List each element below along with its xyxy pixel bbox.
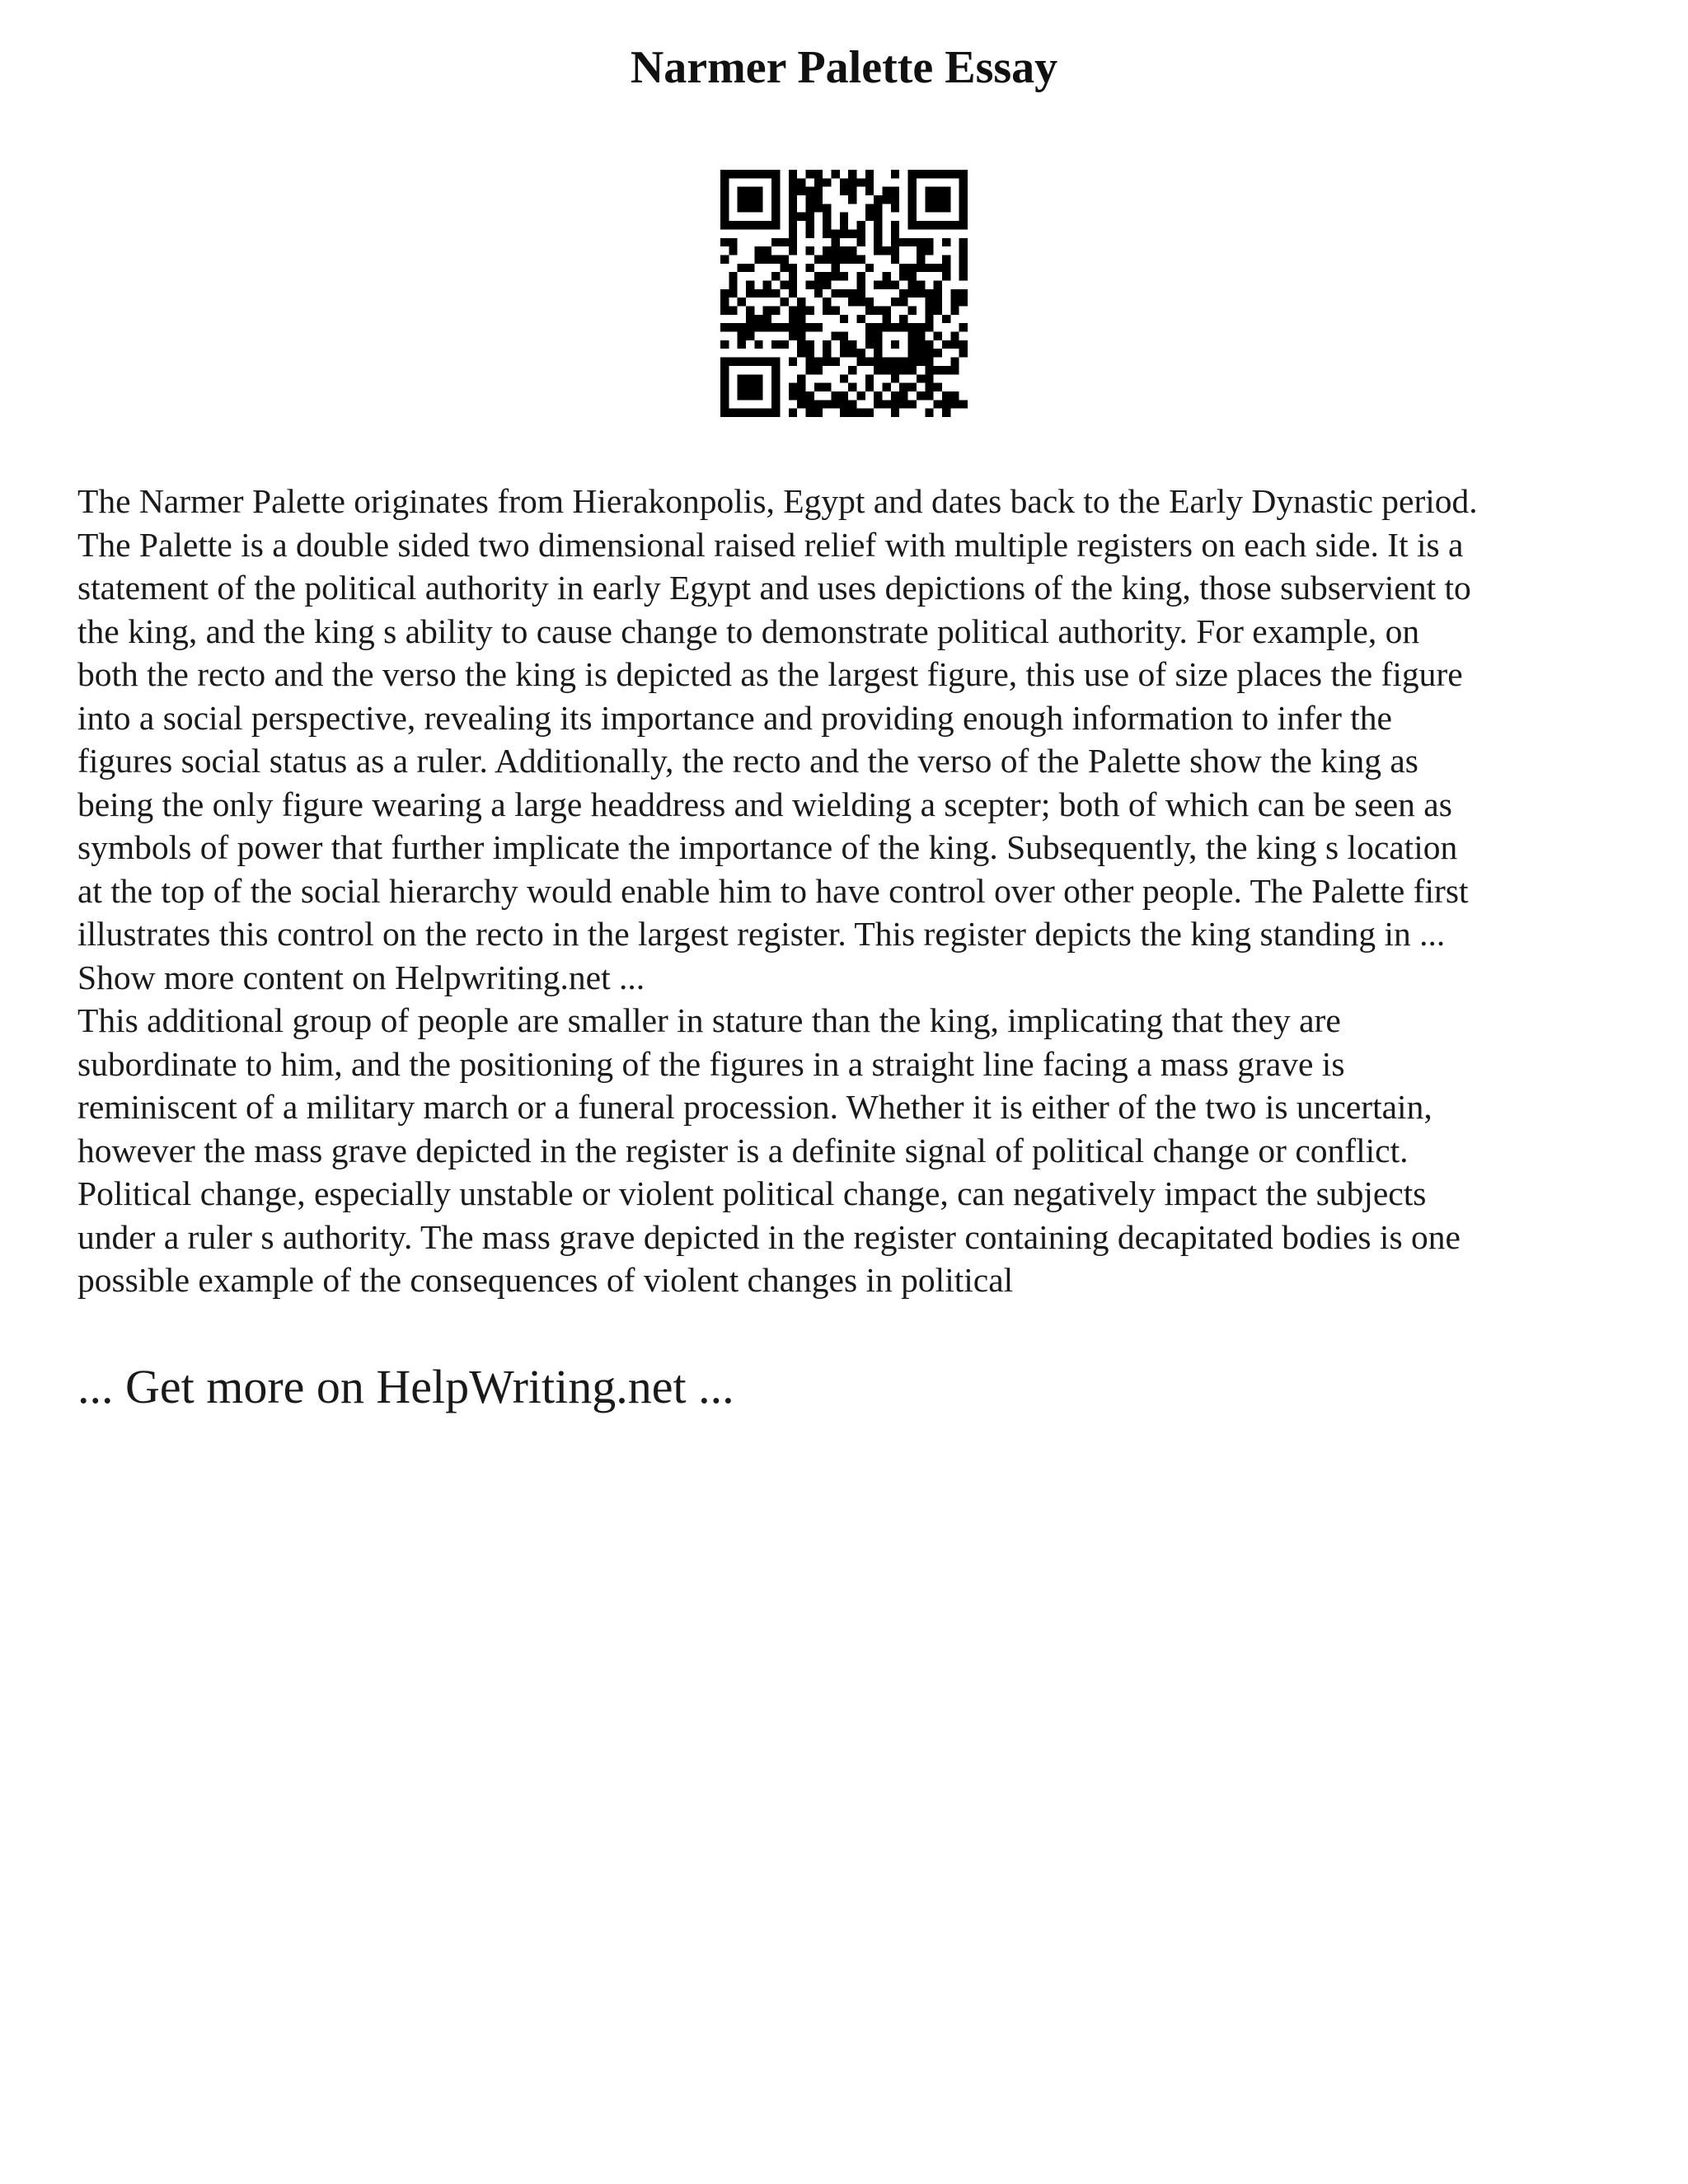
essay-line: illustrates this control on the recto in the largest register. This register depicts the king standing in ... bbox=[77, 915, 1446, 953]
essay-line: possible example of the consequences of violent changes in political bbox=[77, 1261, 1014, 1299]
essay-line: symbols of power that further implicate the importance of the king. Subsequently, the king s location bbox=[77, 828, 1458, 866]
qr-code-icon bbox=[720, 170, 968, 417]
essay-line: under a ruler s authority. The mass grave depicted in the register containing decapitated bodies is one bbox=[77, 1217, 1461, 1256]
essay-line: statement of the political authority in early Egypt and uses depictions of the king, those subservient to bbox=[77, 569, 1471, 607]
essay-line: Show more content on Helpwriting.net ... bbox=[77, 958, 645, 996]
essay-line: into a social perspective, revealing its importance and providing enough information to infer the bbox=[77, 698, 1392, 737]
essay-line: the king, and the king s ability to cause change to demonstrate political authority. For example, on bbox=[77, 612, 1420, 650]
essay-line: This additional group of people are smaller in stature than the king, implicating that they are bbox=[77, 1001, 1341, 1039]
essay-line: at the top of the social hierarchy would enable him to have control over other people. The Palette first bbox=[77, 871, 1469, 910]
essay-excerpt bbox=[77, 480, 1643, 1302]
essay-line: subordinate to him, and the positioning of the figures in a straight line facing a mass grave is bbox=[77, 1044, 1345, 1083]
essay-line: figures social status as a ruler. Additionally, the recto and the verso of the Palette show the king as bbox=[77, 742, 1418, 780]
qr-code[interactable] bbox=[720, 170, 968, 417]
essay-line: however the mass grave depicted in the register is a definite signal of political change or conflict. bbox=[77, 1131, 1409, 1169]
essay-line: being the only figure wearing a large headdress and wielding a scepter; both of which can be seen as bbox=[77, 785, 1452, 823]
document-title: Narmer Palette Essay bbox=[630, 42, 1058, 93]
essay-line: reminiscent of a military march or a funeral procession. Whether it is either of the two is uncertain, bbox=[77, 1088, 1432, 1126]
essay-line: The Narmer Palette originates from Hierakonpolis, Egypt and dates back to the Early Dynastic period. bbox=[77, 482, 1478, 520]
essay-line: both the recto and the verso the king is depicted as the largest figure, this use of size places the figure bbox=[77, 655, 1463, 693]
essay-line: Political change, especially unstable or violent political change, can negatively impact the subjects bbox=[77, 1174, 1427, 1212]
get-more-link[interactable]: ... Get more on HelpWriting.net ... bbox=[77, 1360, 734, 1413]
essay-line: The Palette is a double sided two dimensional raised relief with multiple registers on each side. It is a bbox=[77, 525, 1464, 564]
